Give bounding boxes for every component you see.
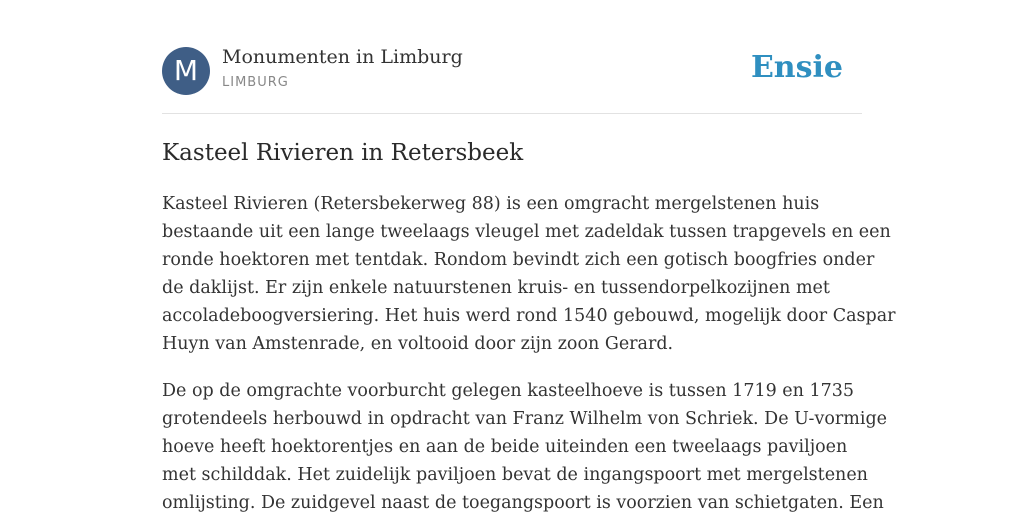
paragraph-line: de daklijst. Er zijn enkele natuurstenen kruis- en tussendorpelkozijnen met [162, 278, 830, 298]
publication-avatar[interactable]: M [162, 47, 210, 95]
paragraph-line: accoladeboogversiering. Het huis werd rond 1540 gebouwd, mogelijk door Caspar [162, 306, 896, 326]
publication-tag: LIMBURG [222, 75, 289, 90]
paragraph-line: met schilddak. Het zuidelijk paviljoen bevat de ingangspoort met mergelstenen [162, 465, 868, 485]
article-paragraph-2 [162, 377, 888, 512]
header-divider [162, 113, 862, 114]
paragraph-line: Kasteel Rivieren (Retersbekerweg 88) is een omgracht mergelstenen huis [162, 194, 820, 214]
ensie-logo[interactable]: Ensie [750, 50, 843, 85]
publication-header [162, 46, 862, 96]
paragraph-line: bestaande uit een lange tweelaags vleugel met zadeldak tussen trapgevels en een [162, 222, 891, 242]
paragraph-line: omlijsting. De zuidgevel naast de toegangspoort is voorzien van schietgaten. Een [162, 493, 884, 512]
article-title: Kasteel Rivieren in Retersbeek [162, 140, 524, 166]
paragraph-line: ronde hoektoren met tentdak. Rondom bevindt zich een gotisch boogfries onder [162, 250, 875, 270]
paragraph-line: hoeve heeft hoektorentjes en aan de beide uiteinden een tweelaags paviljoen [162, 437, 848, 457]
paragraph-line: Huyn van Amstenrade, en voltooid door zijn zoon Gerard. [162, 334, 674, 354]
article-paragraph-1 [162, 190, 896, 358]
paragraph-line: grotendeels herbouwd in opdracht van Franz Wilhelm von Schriek. De U-vormige [162, 409, 888, 429]
publication-name-link[interactable]: Monumenten in Limburg [222, 46, 463, 68]
paragraph-line: De op de omgrachte voorburcht gelegen kasteelhoeve is tussen 1719 en 1735 [162, 381, 855, 401]
